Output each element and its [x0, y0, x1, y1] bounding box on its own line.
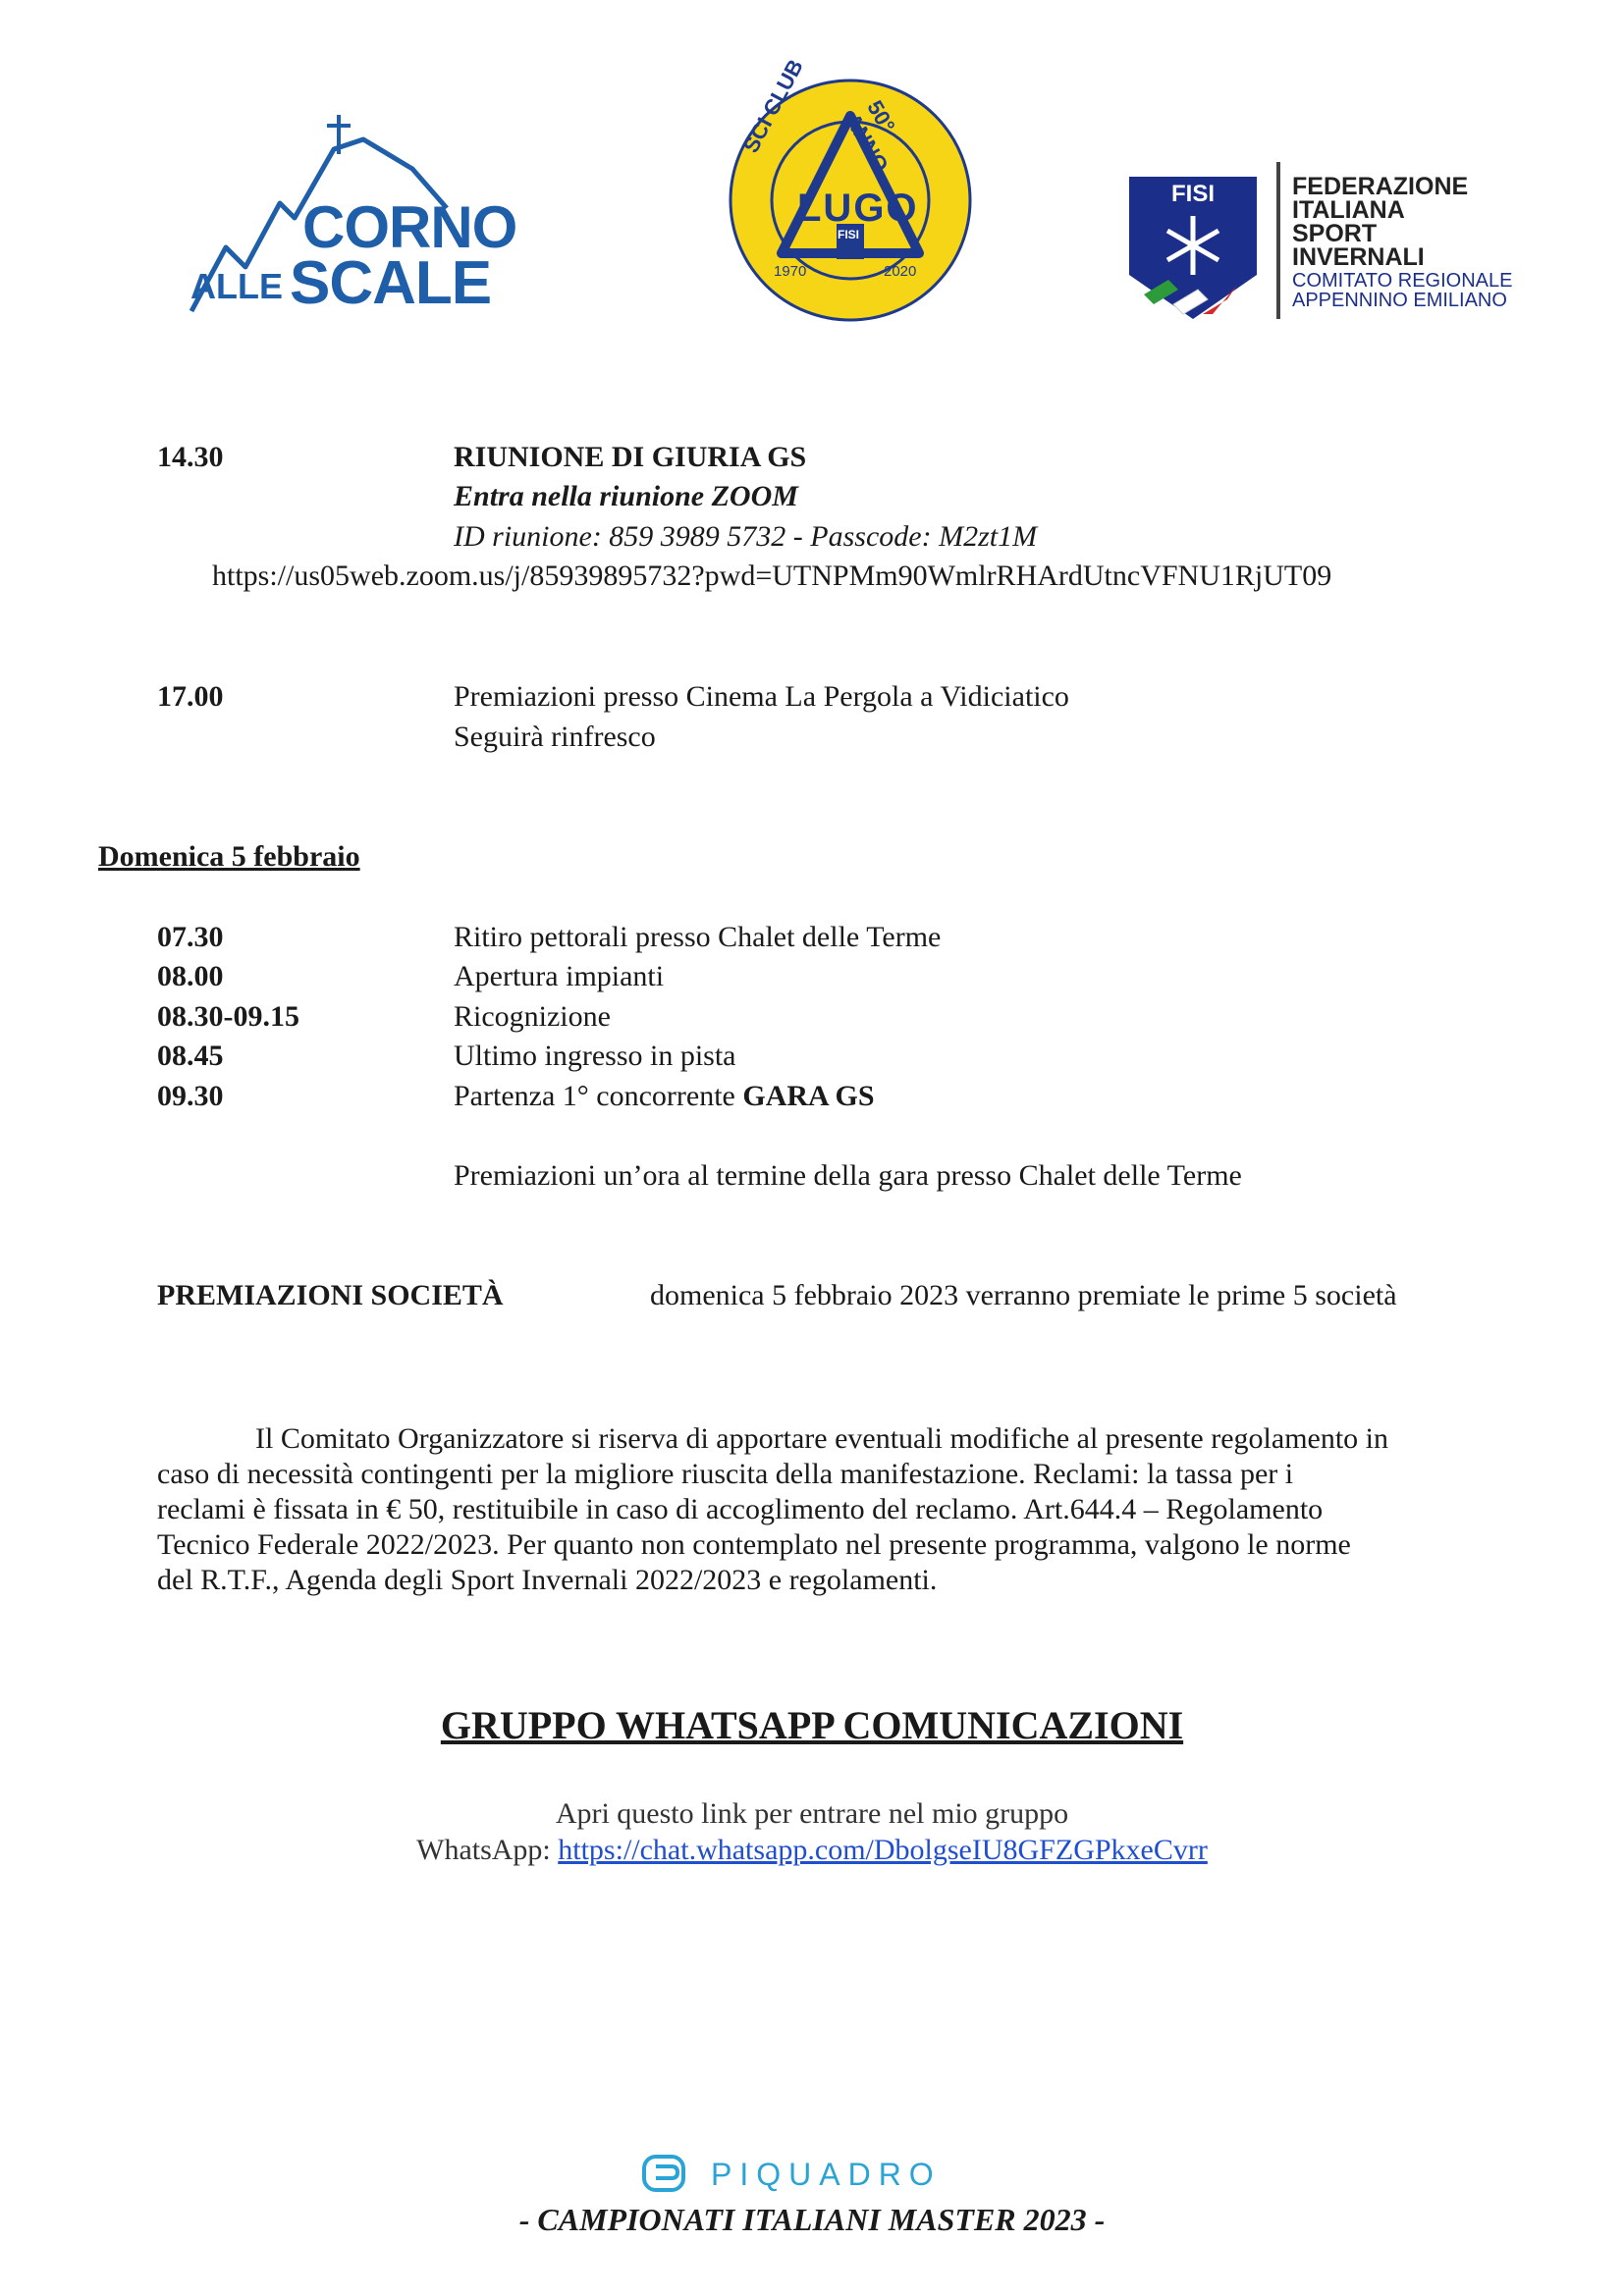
- footer-title: - CAMPIONATI ITALIANI MASTER 2023 -: [518, 2202, 1106, 2237]
- whatsapp-heading: GRUPPO WHATSAPP COMUNICAZIONI: [440, 1703, 1184, 1747]
- schedule-time: 08.30-09.15: [157, 1000, 299, 1033]
- regulations-line: reclami è fissata in € 50, restituibile in caso di accoglimento del reclamo. Art.644.4 – Regolamento: [157, 1493, 1324, 1525]
- regulations-line: caso di necessità contingenti per la migliore riuscita della manifestazione. Reclami: la tassa per i: [157, 1458, 1294, 1490]
- corno-text: CORNO: [302, 194, 517, 260]
- fisi-small-text: FISI: [838, 228, 860, 241]
- schedule-item-text: Ricognizione: [454, 1000, 611, 1033]
- schedule-item-text: Apertura impianti: [454, 960, 665, 992]
- schedule-time: 07.30: [157, 921, 224, 953]
- fisi-line1: FEDERAZIONE: [1292, 173, 1469, 200]
- fisi-line3: SPORT: [1292, 220, 1378, 247]
- whatsapp-prefix: WhatsApp:: [416, 1834, 559, 1866]
- regulations-line: Il Comitato Organizzatore si riserva di apportare eventuali modifiche al presente regolamento in: [255, 1422, 1389, 1455]
- fisi-logo: [1119, 157, 1532, 324]
- lugo-text: LUGO: [797, 187, 919, 230]
- piquadro-mark-icon: [640, 2153, 695, 2196]
- fisi-divider: [1276, 162, 1280, 319]
- race-name: GARA GS: [742, 1080, 875, 1112]
- whatsapp-link-line: [0, 1831, 1624, 1870]
- schedule-item-text: Ultimo ingresso in pista: [454, 1040, 736, 1072]
- fisi-line2: ITALIANA: [1292, 196, 1405, 224]
- sci-club-arc-text: SCI CLUB: [738, 55, 808, 157]
- jury-meeting-title: RIUNIONE DI GIURIA GS: [454, 441, 807, 473]
- sunday-heading: Domenica 5 febbraio: [98, 840, 360, 873]
- whatsapp-group-link[interactable]: https://chat.whatsapp.com/DbolgseIU8GFZGPkxeCvrr: [558, 1834, 1208, 1866]
- whatsapp-instruction: Apri questo link per entrare nel mio gruppo: [555, 1797, 1069, 1830]
- anniversary-arc-text: 50° ANNO: [839, 96, 900, 177]
- race-start-text: Partenza 1° concorrente: [454, 1080, 743, 1112]
- schedule-item-text: Ritiro pettorali presso Chalet delle Terme: [454, 921, 942, 953]
- premiazioni-label: PREMIAZIONI SOCIETÀ: [157, 1279, 504, 1311]
- year-left: 1970: [774, 263, 807, 280]
- piquadro-text: PIQUADRO: [711, 2157, 942, 2192]
- year-right: 2020: [884, 263, 917, 280]
- fisi-line6: APPENNINO EMILIANO: [1292, 290, 1507, 311]
- alle-text: ALLE: [190, 266, 283, 306]
- zoom-id-text: ID riunione: 859 3989 5732 - Passcode: M2zt1M: [454, 520, 1038, 553]
- scale-text: SCALE: [290, 249, 492, 317]
- schedule-time: 09.30: [157, 1080, 224, 1112]
- premiazioni-text: domenica 5 febbraio 2023 verranno premiate le prime 5 società: [650, 1279, 1397, 1311]
- schedule-time: 17.00: [157, 680, 224, 713]
- schedule-time: 08.00: [157, 960, 224, 992]
- zoom-join-text: Entra nella riunione ZOOM: [454, 480, 798, 512]
- schedule-time: 14.30: [157, 441, 224, 473]
- fisi-shield-icon: [1119, 157, 1267, 324]
- regulations-line: Tecnico Federale 2022/2023. Per quanto non contemplato nel presente programma, valgono le norme: [157, 1528, 1351, 1561]
- awards-location-text: Premiazioni presso Cinema La Pergola a Vidiciatico: [454, 680, 1069, 713]
- corno-alle-scale-logo: [187, 110, 540, 316]
- sunday-awards-note: Premiazioni un’ora al termine della gara presso Chalet delle Terme: [454, 1159, 1242, 1192]
- schedule-time: 08.45: [157, 1040, 224, 1072]
- regulations-line: del R.T.F., Agenda degli Sport Invernali 2022/2023 e regolamenti.: [157, 1564, 938, 1596]
- piquadro-logo: [640, 2153, 1053, 2196]
- svg-text:FISI: FISI: [1170, 181, 1216, 207]
- fisi-line4: INVERNALI: [1292, 243, 1425, 271]
- regulations-paragraph: [157, 1421, 1591, 1598]
- sci-club-lugo-logo: [727, 55, 974, 324]
- refreshment-text: Seguirà rinfresco: [454, 721, 656, 753]
- fisi-line5: COMITATO REGIONALE: [1292, 270, 1513, 292]
- zoom-url[interactable]: https://us05web.zoom.us/j/85939895732?pwd=UTNPMm90WmlrRHArdUtncVFNU1RjUT09: [212, 560, 1332, 592]
- schedule-item-text: [454, 1077, 875, 1116]
